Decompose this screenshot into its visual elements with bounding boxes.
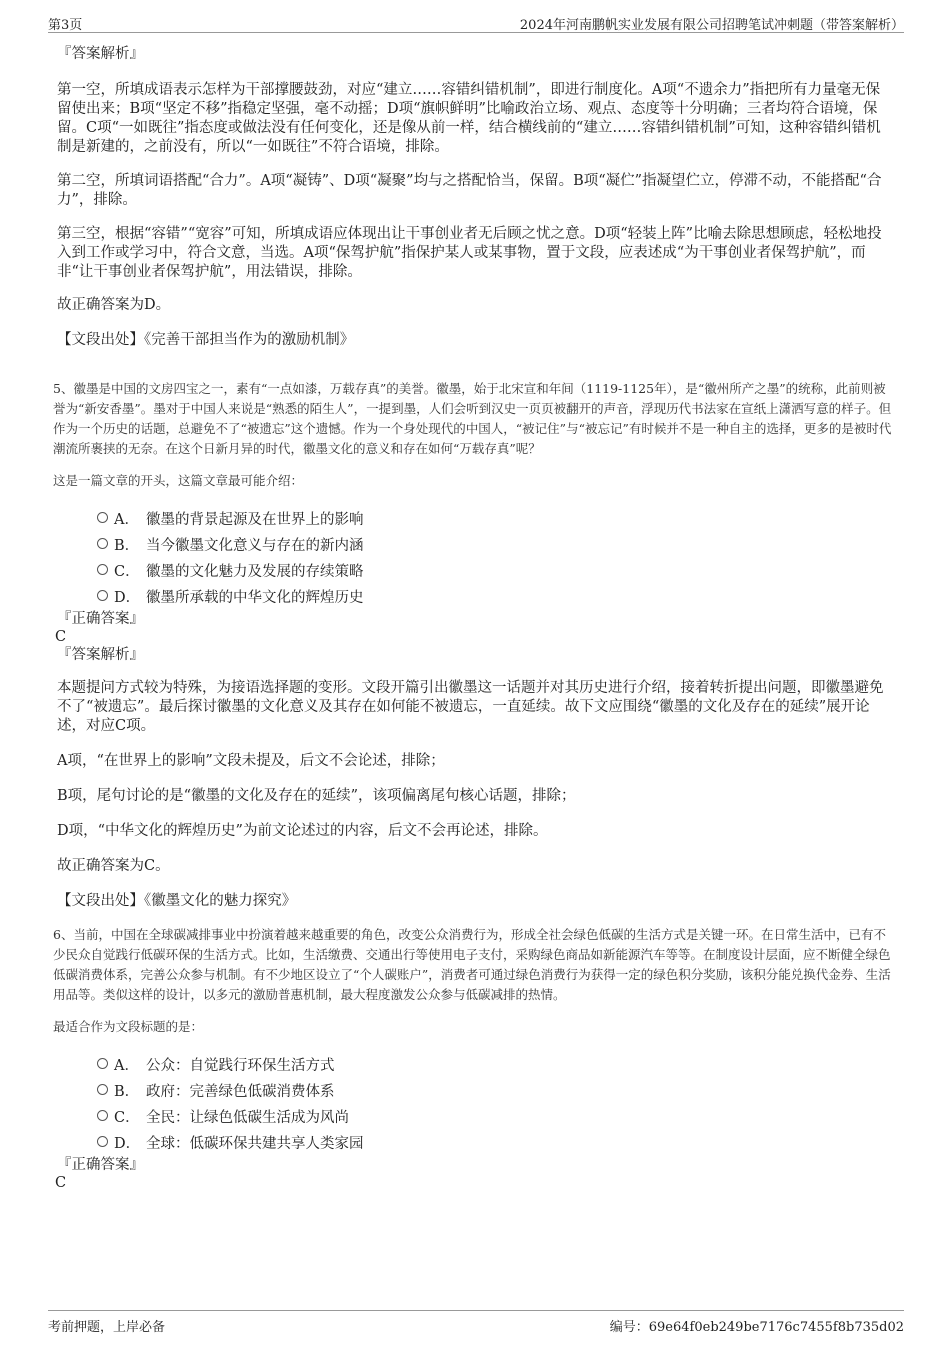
radio-button[interactable] [97,538,108,549]
radio-button[interactable] [97,1058,108,1069]
q6-option-b[interactable]: B． 政府：完善绿色低碳消费体系 [57,1076,893,1102]
radio-button[interactable] [97,1110,108,1121]
q6-stem: 6、当前，中国在全球碳减排事业中扮演着越来越重要的角色，改变公众消费行为，形成全社会绿色低碳的生活方式是关键一环。在日常生活中，已有不少民众自觉践行低碳环保的生活方式。比如，生活缴费、交通出行等使用电子支付，采购绿色商品如新能源汽车等等。在制度设计层面，应不断健全绿色低碳消费体系，完善公众参与机制。有不少地区设立了“个人碳账户”，消费者可通过绿色消费行为获得一定的绿色积分奖励，该积分能兑换代金券、生活用品等。类似这样的设计，以多元的激励普惠机制，最大程度激发公众参与低碳减排的热情。 [53,927,891,1002]
q6-options [57,1050,893,1154]
radio-button[interactable] [97,1084,108,1095]
q5-answer-label: 『正确答案』 [57,611,144,627]
radio-button[interactable] [97,512,108,523]
q5-analysis-p1: 本题提问方式较为特殊，为接语选择题的变形。文段开篇引出徽墨这一话题并对其历史进行介绍，接着转折提出问题，即徽墨避免不了“被遗忘”。最后探讨徽墨的文化意义及其存在如何能不被遗忘，一直延续。故下文应围绕“徽墨的文化及存在的延续”展开论述，对应C项。 [57,680,884,734]
q5-analysis-label: 『答案解析』 [57,647,144,663]
q4-analysis-p2: 第二空，所填词语搭配“合力”。A项“凝铸”、D项“凝聚”均与之搭配恰当，保留。B项“凝伫”指凝望伫立，停滞不动，不能搭配“合力”，排除。 [57,173,882,208]
q6-option-d[interactable]: D． 全球：低碳环保共建共享人类家园 [57,1128,893,1154]
q6-answer-label: 『正确答案』 [57,1157,144,1173]
q4-analysis-p3: 第三空，根据“容错”“宽容”可知，所填成语应体现出让干事创业者无后顾之忧之意。D项“轻装上阵”比喻去除思想顾虑，轻松地投入到工作或学习中，符合文意，当选。A项“保驾护航”指保护某人或某事物，置于文段，应表述成“为干事创业者保驾护航”，而非“让干事创业者保驾护航”，用法错误，排除。 [57,226,882,280]
q5-analysis-a: A项，“在世界上的影响”文段未提及，后文不会论述，排除； [57,753,445,769]
q6-option-c[interactable]: C． 全民：让绿色低碳生活成为风尚 [57,1102,893,1128]
q4-conclusion: 故正确答案为D。 [57,297,171,313]
radio-button[interactable] [97,1136,108,1147]
footer-slogan: 考前押题，上岸必备 [48,1320,166,1335]
page-number: 第3页 [48,18,83,33]
q5-question: 这是一篇文章的开头，这篇文章最可能介绍： [53,473,304,488]
radio-button[interactable] [97,564,108,575]
q4-analysis-p1: 第一空，所填成语表示怎样为干部撑腰鼓劲，对应“建立……容错纠错机制”，即进行制度化。A项“不遗余力”指把所有力量毫无保留使出来；B项“坚定不移”指稳定坚强，毫不动摇；D项“旗帜鲜明”比喻政治立场、观点、态度等十分明确；三者均符合语境，保留。C项“一如既往”指态度或做法没有任何变化，还是像从前一样，结合横线前的“建立……容错纠错机制”可知，这种容错纠错机制是新建的，之前没有，所以“一如既往”不符合语境，排除。 [57,82,881,155]
q5-option-a[interactable]: A． 徽墨的背景起源及在世界上的影响 [57,504,893,530]
q5-analysis-b: B项，尾句讨论的是“徽墨的文化及存在的延续”，该项偏离尾句核心话题，排除； [57,788,576,804]
q6-question: 最适合作为文段标题的是： [53,1019,204,1034]
q5-conclusion: 故正确答案为C。 [57,858,170,874]
page-footer [48,1310,904,1335]
page-header [48,12,904,33]
q5-option-d[interactable]: D． 徽墨所承载的中华文化的辉煌历史 [57,582,893,608]
q5-answer: C [55,629,67,645]
q6-option-a[interactable]: A． 公众：自觉践行环保生活方式 [57,1050,893,1076]
q4-source: 【文段出处】《完善干部担当作为的激励机制》 [57,332,355,348]
page-content [53,44,893,1192]
q5-analysis-d: D项，“中华文化的辉煌历史”为前文论述过的内容，后文不会再论述，排除。 [57,823,548,839]
document-code: 编号：69e64f0eb249be7176c7455f8b735d02 [609,1320,904,1335]
q4-analysis-label: 『答案解析』 [57,46,144,62]
radio-button[interactable] [97,590,108,601]
q5-option-c[interactable]: C． 徽墨的文化魅力及发展的存续策略 [57,556,893,582]
q6-answer: C [55,1175,67,1191]
q5-source: 【文段出处】《徽墨文化的魅力探究》 [57,893,297,909]
q5-option-b[interactable]: B． 当今徽墨文化意义与存在的新内涵 [57,530,893,556]
q5-stem: 5、徽墨是中国的文房四宝之一，素有“一点如漆，万载存真”的美誉。徽墨，始于北宋宣和年间（1119-1125年），是“徽州所产之墨”的统称，此前则被誉为“新安香墨”。墨对于中国人来说是“熟悉的陌生人”，一提到墨，人们会听到汉史一页页被翻开的声音，浮现历代书法家在宣纸上潇洒写意的样子。但作为一个历史的话题，总避免不了“被遗忘”这个遗憾。作为一个身处现代的中国人，“被记住”与“被忘记”有时候并不是一种自主的选择，更多的是被时代潮流所裹挟的无奈。在这个日新月异的时代，徽墨文化的意义和存在如何“万载存真”呢？ [53,381,892,456]
document-title: 2024年河南鹏帆实业发展有限公司招聘笔试冲刺题（带答案解析） [519,18,904,33]
q5-options [57,504,893,608]
